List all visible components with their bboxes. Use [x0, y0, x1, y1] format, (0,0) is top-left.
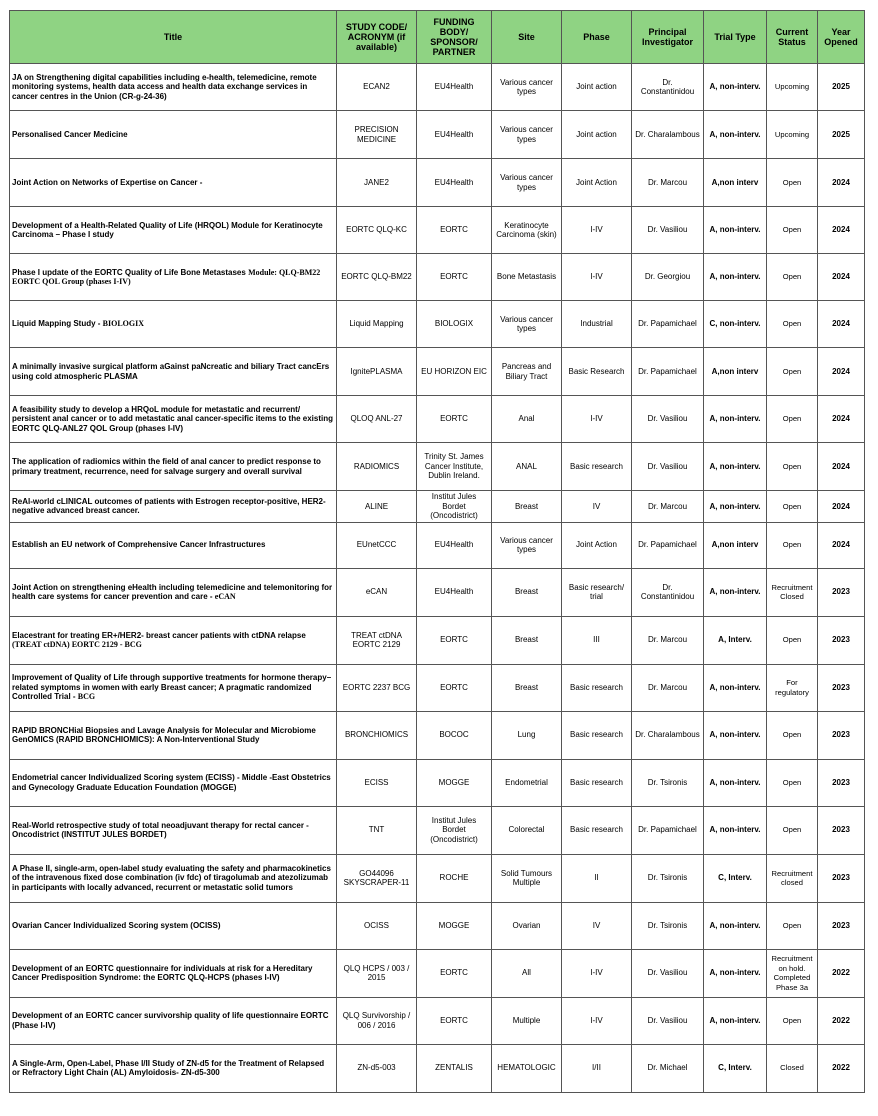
- cell-trial-type: C, Interv.: [704, 854, 767, 902]
- title-text: Development of a Health-Related Quality of Life (HRQOL) Module for Keratinocyte Carcinoma – Phase I study: [12, 220, 323, 239]
- cell-sponsor: EU4Health: [417, 568, 492, 616]
- trials-sheet: [9, 10, 864, 1093]
- cell-current-status: Open: [767, 806, 818, 854]
- cell-site: Various cancer types: [492, 159, 562, 207]
- table-row: [10, 348, 865, 396]
- cell-title: [10, 568, 337, 616]
- title-text: JA on Strengthening digital capabilities including e-health, telemedicine, remote monitoring systems, health data access and health data exchange services in cancer centres in the Union (CR-g-24-36): [12, 72, 317, 101]
- cell-sponsor: EU4Health: [417, 64, 492, 111]
- table-row: [10, 759, 865, 806]
- cell-study-code: EORTC QLQ-BM22: [337, 254, 417, 301]
- cell-study-code: PRECISION MEDICINE: [337, 111, 417, 159]
- table-row: [10, 443, 865, 491]
- cell-year-opened: 2023: [818, 759, 865, 806]
- title-text: Development of an EORTC cancer survivorship quality of life questionnaire EORTC (Phase I-IV): [12, 1011, 329, 1030]
- cell-phase: Industrial: [562, 301, 632, 348]
- cell-study-code: JANE2: [337, 159, 417, 207]
- table-row: [10, 902, 865, 949]
- cell-study-code: QLQ Survivorship / 006 / 2016: [337, 997, 417, 1044]
- title-extra-text: Module: QLQ-BM22 EORTC QOL Group (phases I-IV): [12, 267, 321, 286]
- cell-trial-type: A, non-interv.: [704, 568, 767, 616]
- cell-principal-investigator: Dr. Constantinidou: [632, 64, 704, 111]
- cell-sponsor: ROCHE: [417, 854, 492, 902]
- table-row: [10, 854, 865, 902]
- cell-site: Anal: [492, 396, 562, 443]
- cell-current-status: Upcoming: [767, 111, 818, 159]
- cell-title: [10, 522, 337, 568]
- cell-title: [10, 301, 337, 348]
- cell-study-code: EORTC 2237 BCG: [337, 664, 417, 711]
- cell-principal-investigator: Dr. Vasiliou: [632, 443, 704, 491]
- cell-current-status: Recruitment on hold. Completed Phase 3a: [767, 949, 818, 997]
- cell-site: Breast: [492, 491, 562, 523]
- clinical-trials-table: [9, 10, 865, 1093]
- cell-principal-investigator: Dr. Tsironis: [632, 902, 704, 949]
- cell-year-opened: 2025: [818, 64, 865, 111]
- header-site: Site: [492, 11, 562, 64]
- cell-sponsor: BIOLOGIX: [417, 301, 492, 348]
- cell-phase: I-IV: [562, 254, 632, 301]
- cell-trial-type: A, non-interv.: [704, 396, 767, 443]
- title-text: Personalised Cancer Medicine: [12, 129, 128, 139]
- header-phase: Phase: [562, 11, 632, 64]
- cell-site: Various cancer types: [492, 301, 562, 348]
- title-extra-text: BCG: [77, 692, 96, 702]
- cell-site: Lung: [492, 711, 562, 759]
- cell-title: [10, 759, 337, 806]
- cell-year-opened: 2023: [818, 616, 865, 664]
- title-text: The application of radiomics within the field of anal cancer to predict response to primary treatment, recurrence, need for salvage surgery and overall survival: [12, 457, 321, 476]
- table-row: [10, 254, 865, 301]
- cell-current-status: Open: [767, 443, 818, 491]
- cell-sponsor: EORTC: [417, 616, 492, 664]
- cell-principal-investigator: Dr. Marcou: [632, 616, 704, 664]
- cell-sponsor: EU4Health: [417, 522, 492, 568]
- title-text: Endometrial cancer Individualized Scoring system (ECISS) - Middle -East Obstetrics and Gynecology Graduate Education Foundation (MOGGE): [12, 773, 331, 792]
- cell-trial-type: A, non-interv.: [704, 902, 767, 949]
- title-text: Liquid Mapping Study -: [12, 319, 101, 329]
- title-text: Phase I update of the EORTC Quality of Life Bone Metastases: [12, 267, 246, 277]
- title-text: A feasibility study to develop a HRQoL module for metastatic and recurrent/ persistent anal cancer or to add metastatic anal cancer-specific items to the existing EORTC QLQ-ANL27 QOL Group (phases I-IV): [12, 404, 333, 433]
- table-row: [10, 522, 865, 568]
- cell-current-status: Open: [767, 759, 818, 806]
- cell-title: [10, 396, 337, 443]
- cell-trial-type: A, non-interv.: [704, 949, 767, 997]
- title-text: Improvement of Quality of Life through supportive treatments for hormone therapy–related symptoms in women with early Breast cancer; A pragmatic randomized Controlled Trial -: [12, 673, 332, 702]
- cell-sponsor: ZENTALIS: [417, 1044, 492, 1092]
- cell-sponsor: Trinity St. James Cancer Institute, Dublin Ireland.: [417, 443, 492, 491]
- table-row: [10, 207, 865, 254]
- cell-site: HEMATOLOGIC: [492, 1044, 562, 1092]
- cell-site: Bone Metastasis: [492, 254, 562, 301]
- cell-year-opened: 2024: [818, 159, 865, 207]
- cell-principal-investigator: Dr. Tsironis: [632, 854, 704, 902]
- cell-title: [10, 997, 337, 1044]
- cell-site: Endometrial: [492, 759, 562, 806]
- cell-current-status: Open: [767, 491, 818, 523]
- cell-sponsor: EORTC: [417, 254, 492, 301]
- cell-trial-type: A,non interv: [704, 159, 767, 207]
- cell-trial-type: A, non-interv.: [704, 664, 767, 711]
- cell-title: [10, 159, 337, 207]
- cell-sponsor: MOGGE: [417, 902, 492, 949]
- cell-year-opened: 2024: [818, 254, 865, 301]
- table-row: [10, 111, 865, 159]
- cell-year-opened: 2023: [818, 664, 865, 711]
- cell-principal-investigator: Dr. Tsironis: [632, 759, 704, 806]
- table-row: [10, 64, 865, 111]
- cell-principal-investigator: Dr. Papamichael: [632, 348, 704, 396]
- cell-sponsor: EORTC: [417, 997, 492, 1044]
- cell-trial-type: A, non-interv.: [704, 111, 767, 159]
- cell-principal-investigator: Dr. Marcou: [632, 159, 704, 207]
- cell-study-code: ECISS: [337, 759, 417, 806]
- cell-current-status: Closed: [767, 1044, 818, 1092]
- cell-principal-investigator: Dr. Marcou: [632, 664, 704, 711]
- cell-phase: Joint action: [562, 111, 632, 159]
- cell-year-opened: 2023: [818, 711, 865, 759]
- cell-phase: II: [562, 854, 632, 902]
- cell-current-status: For regulatory: [767, 664, 818, 711]
- cell-phase: Joint action: [562, 64, 632, 111]
- cell-title: [10, 207, 337, 254]
- cell-title: [10, 949, 337, 997]
- cell-phase: IV: [562, 491, 632, 523]
- cell-principal-investigator: Dr. Papamichael: [632, 301, 704, 348]
- cell-phase: Basic research: [562, 759, 632, 806]
- cell-study-code: RADIOMICS: [337, 443, 417, 491]
- cell-trial-type: A,non interv: [704, 522, 767, 568]
- cell-study-code: OCISS: [337, 902, 417, 949]
- cell-principal-investigator: Dr. Papamichael: [632, 522, 704, 568]
- cell-year-opened: 2022: [818, 997, 865, 1044]
- cell-trial-type: A, non-interv.: [704, 711, 767, 759]
- title-extra-text: eCAN: [214, 592, 236, 601]
- cell-phase: Basic research: [562, 806, 632, 854]
- cell-year-opened: 2023: [818, 568, 865, 616]
- cell-trial-type: A, non-interv.: [704, 254, 767, 301]
- title-text: Joint Action on strengthening eHealth including telemedicine and telemonitoring for health care systems for cancer prevention and care -: [12, 582, 333, 601]
- cell-principal-investigator: Dr. Constantinidou: [632, 568, 704, 616]
- cell-site: Breast: [492, 664, 562, 711]
- cell-current-status: Open: [767, 616, 818, 664]
- cell-study-code: ECAN2: [337, 64, 417, 111]
- cell-year-opened: 2023: [818, 806, 865, 854]
- cell-sponsor: BOCOC: [417, 711, 492, 759]
- cell-study-code: TREAT ctDNA EORTC 2129: [337, 616, 417, 664]
- cell-phase: Basic research: [562, 443, 632, 491]
- cell-sponsor: EORTC: [417, 949, 492, 997]
- cell-phase: Basic research/ trial: [562, 568, 632, 616]
- cell-trial-type: A, non-interv.: [704, 443, 767, 491]
- cell-principal-investigator: Dr. Papamichael: [632, 806, 704, 854]
- cell-phase: Basic research: [562, 711, 632, 759]
- cell-site: Pancreas and Biliary Tract: [492, 348, 562, 396]
- title-text: A minimally invasive surgical platform aGainst paNcreatic and biliary Tract cancErs using cold atmospheric PLASMA: [12, 362, 330, 381]
- cell-site: Colorectal: [492, 806, 562, 854]
- cell-site: Various cancer types: [492, 111, 562, 159]
- cell-year-opened: 2024: [818, 348, 865, 396]
- cell-sponsor: EORTC: [417, 396, 492, 443]
- table-row: [10, 301, 865, 348]
- title-text: Development of an EORTC questionnaire for individuals at risk for a Hereditary Cancer Predisposition Syndrome: the EORTC QLQ-HCPS (phases I-IV): [12, 963, 313, 982]
- cell-title: [10, 902, 337, 949]
- table-row: [10, 1044, 865, 1092]
- cell-site: Ovarian: [492, 902, 562, 949]
- cell-title: [10, 254, 337, 301]
- cell-principal-investigator: Dr. Georgiou: [632, 254, 704, 301]
- cell-study-code: ALINE: [337, 491, 417, 523]
- cell-phase: IV: [562, 902, 632, 949]
- cell-principal-investigator: Dr. Vasiliou: [632, 396, 704, 443]
- cell-title: [10, 1044, 337, 1092]
- cell-site: Various cancer types: [492, 522, 562, 568]
- cell-year-opened: 2024: [818, 301, 865, 348]
- cell-principal-investigator: Dr. Michael: [632, 1044, 704, 1092]
- cell-phase: I-IV: [562, 949, 632, 997]
- cell-year-opened: 2023: [818, 854, 865, 902]
- cell-trial-type: A, non-interv.: [704, 491, 767, 523]
- cell-year-opened: 2024: [818, 207, 865, 254]
- cell-principal-investigator: Dr. Charalambous: [632, 111, 704, 159]
- title-text: ReAl-world cLINICAL outcomes of patients with Estrogen receptor-positive, HER2-negative advanced breast cancer.: [12, 496, 326, 516]
- cell-sponsor: EU4Health: [417, 159, 492, 207]
- cell-current-status: Open: [767, 207, 818, 254]
- title-extra-text: BIOLOGIX: [102, 319, 145, 329]
- cell-current-status: Upcoming: [767, 64, 818, 111]
- cell-sponsor: EU4Health: [417, 111, 492, 159]
- cell-phase: I-IV: [562, 207, 632, 254]
- table-row: [10, 616, 865, 664]
- cell-trial-type: A, non-interv.: [704, 759, 767, 806]
- cell-title: [10, 111, 337, 159]
- cell-title: [10, 664, 337, 711]
- table-row: [10, 396, 865, 443]
- header-funding-body: FUNDING BODY/ SPONSOR/ PARTNER: [417, 11, 492, 64]
- cell-study-code: Liquid Mapping: [337, 301, 417, 348]
- cell-current-status: Open: [767, 711, 818, 759]
- cell-trial-type: A,non interv: [704, 348, 767, 396]
- cell-current-status: Recruitment Closed: [767, 568, 818, 616]
- cell-trial-type: C, Interv.: [704, 1044, 767, 1092]
- header-row: [10, 11, 865, 64]
- table-row: [10, 159, 865, 207]
- title-text: A Single-Arm, Open-Label, Phase I/II Study of ZN-d5 for the Treatment of Relapsed or Refractory Light Chain (AL) Amyloidosis- ZN-d5-300: [12, 1058, 325, 1077]
- title-text: A Phase II, single-arm, open-label study evaluating the safety and pharmacokinetics of the intravenous fixed dose combination (iv fdc) of tiragolumab and atezolizumab in participants with locally advanced, recurrent or metastatic solid tumors: [12, 863, 331, 892]
- cell-title: [10, 616, 337, 664]
- cell-title: [10, 491, 337, 523]
- cell-sponsor: EORTC: [417, 207, 492, 254]
- cell-year-opened: 2024: [818, 491, 865, 523]
- cell-title: [10, 854, 337, 902]
- table-body: [10, 64, 865, 1093]
- cell-trial-type: A, non-interv.: [704, 806, 767, 854]
- table-row: [10, 806, 865, 854]
- cell-site: ANAL: [492, 443, 562, 491]
- cell-study-code: QLQ HCPS / 003 / 2015: [337, 949, 417, 997]
- table-row: [10, 664, 865, 711]
- cell-current-status: Open: [767, 159, 818, 207]
- cell-year-opened: 2025: [818, 111, 865, 159]
- cell-site: Various cancer types: [492, 64, 562, 111]
- cell-sponsor: Institut Jules Bordet (Oncodistrict): [417, 806, 492, 854]
- cell-study-code: BRONCHIOMICS: [337, 711, 417, 759]
- header-study-code: STUDY CODE/ ACRONYM (if available): [337, 11, 417, 64]
- table-row: [10, 491, 865, 523]
- cell-phase: III: [562, 616, 632, 664]
- cell-principal-investigator: Dr. Vasiliou: [632, 207, 704, 254]
- cell-study-code: EORTC QLQ-KC: [337, 207, 417, 254]
- cell-principal-investigator: Dr. Vasiliou: [632, 949, 704, 997]
- cell-current-status: Open: [767, 902, 818, 949]
- cell-current-status: Open: [767, 997, 818, 1044]
- header-year-opened: Year Opened: [818, 11, 865, 64]
- cell-phase: Basic research: [562, 664, 632, 711]
- cell-principal-investigator: Dr. Vasiliou: [632, 997, 704, 1044]
- title-text: Ovarian Cancer Individualized Scoring system (OCISS): [12, 920, 221, 930]
- cell-study-code: eCAN: [337, 568, 417, 616]
- cell-phase: Basic Research: [562, 348, 632, 396]
- cell-current-status: Open: [767, 254, 818, 301]
- cell-year-opened: 2023: [818, 902, 865, 949]
- title-extra-text: (TREAT ctDNA) EORTC 2129 - BCG: [12, 640, 142, 649]
- cell-site: Multiple: [492, 997, 562, 1044]
- header-current-status: Current Status: [767, 11, 818, 64]
- table-row: [10, 568, 865, 616]
- cell-trial-type: A, non-interv.: [704, 207, 767, 254]
- cell-study-code: TNT: [337, 806, 417, 854]
- cell-phase: I-IV: [562, 396, 632, 443]
- cell-site: Breast: [492, 568, 562, 616]
- title-text: Elacestrant for treating ER+/HER2- breast cancer patients with ctDNA relapse: [12, 630, 306, 640]
- cell-site: All: [492, 949, 562, 997]
- cell-principal-investigator: Dr. Marcou: [632, 491, 704, 523]
- cell-phase: I-IV: [562, 997, 632, 1044]
- cell-trial-type: C, non-interv.: [704, 301, 767, 348]
- cell-trial-type: A, non-interv.: [704, 997, 767, 1044]
- cell-title: [10, 443, 337, 491]
- cell-principal-investigator: Dr. Charalambous: [632, 711, 704, 759]
- header-principal-investigator: Principal Investigator: [632, 11, 704, 64]
- cell-study-code: ZN-d5-003: [337, 1044, 417, 1092]
- cell-current-status: Open: [767, 396, 818, 443]
- cell-sponsor: Institut Jules Bordet (Oncodistrict): [417, 491, 492, 523]
- table-row: [10, 997, 865, 1044]
- cell-year-opened: 2022: [818, 949, 865, 997]
- cell-study-code: GO44096 SKYSCRAPER-11: [337, 854, 417, 902]
- cell-site: Breast: [492, 616, 562, 664]
- title-text: RAPID BRONCHial Biopsies and Lavage Analysis for Molecular and Microbiome GenOMICS (RAPID BRONCHIOMICS): A Non-Interventional Study: [12, 725, 316, 744]
- cell-current-status: Open: [767, 301, 818, 348]
- cell-year-opened: 2024: [818, 443, 865, 491]
- cell-trial-type: A, non-interv.: [704, 64, 767, 111]
- cell-trial-type: A, Interv.: [704, 616, 767, 664]
- cell-site: Keratinocyte Carcinoma (skin): [492, 207, 562, 254]
- table-row: [10, 949, 865, 997]
- cell-title: [10, 64, 337, 111]
- cell-current-status: Open: [767, 522, 818, 568]
- title-text: Joint Action on Networks of Expertise on Cancer -: [12, 177, 203, 187]
- cell-study-code: QLOQ ANL-27: [337, 396, 417, 443]
- cell-current-status: Open: [767, 348, 818, 396]
- cell-phase: Joint Action: [562, 159, 632, 207]
- cell-study-code: IgnitePLASMA: [337, 348, 417, 396]
- cell-title: [10, 711, 337, 759]
- title-text: Real-World retrospective study of total neoadjuvant therapy for rectal cancer - Oncodistrict (INSTITUT JULES BORDET): [12, 820, 309, 839]
- cell-phase: I/II: [562, 1044, 632, 1092]
- table-row: [10, 711, 865, 759]
- cell-phase: Joint Action: [562, 522, 632, 568]
- header-trial-type: Trial Type: [704, 11, 767, 64]
- cell-study-code: EUnetCCC: [337, 522, 417, 568]
- cell-year-opened: 2024: [818, 396, 865, 443]
- cell-sponsor: EORTC: [417, 664, 492, 711]
- cell-sponsor: MOGGE: [417, 759, 492, 806]
- cell-current-status: Recruitment closed: [767, 854, 818, 902]
- cell-year-opened: 2022: [818, 1044, 865, 1092]
- cell-sponsor: EU HORIZON EIC: [417, 348, 492, 396]
- title-text: Establish an EU network of Comprehensive Cancer Infrastructures: [12, 540, 266, 550]
- cell-title: [10, 806, 337, 854]
- header-title: Title: [10, 11, 337, 64]
- cell-title: [10, 348, 337, 396]
- cell-year-opened: 2024: [818, 522, 865, 568]
- cell-site: Solid Tumours Multiple: [492, 854, 562, 902]
